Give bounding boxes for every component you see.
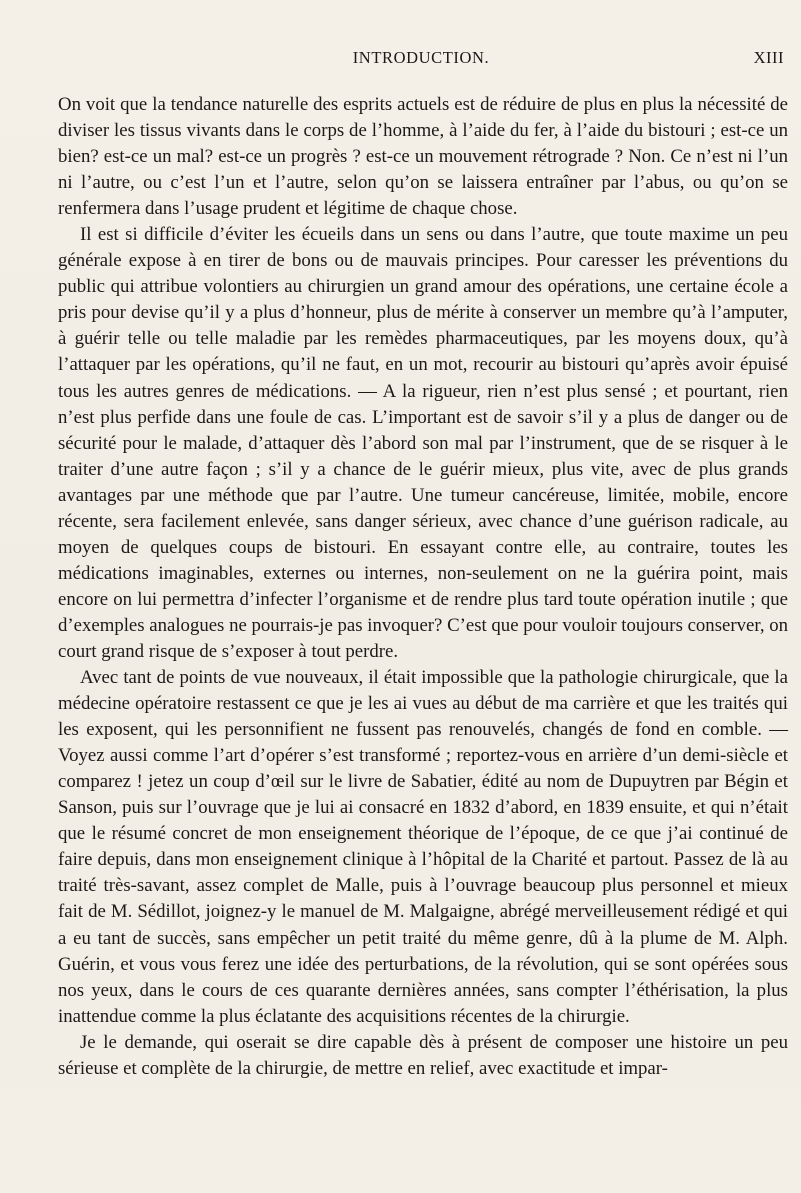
paragraph: Je le demande, qui oserait se dire capable dès à présent de composer une histoire un peu sérieuse et complète de la chirurgie, de mettre en relief, avec exactitude et impar- <box>58 1031 788 1079</box>
paragraph: Il est si difficile d’éviter les écueils dans un sens ou dans l’autre, que toute maxime un peu générale expose à en tirer de bons ou de mauvais principes. Pour caresser les préventions du public qui attribue volontiers au chirurgien un grand amour des opérations, une certaine école a pris pour devise qu’il y a plus d’honneur, plus de mérite à conserver un membre qu’à l’amputer, à guérir telle ou telle maladie par les remèdes pharmaceutiques, par les moyens doux, qu’à l’attaquer par les opérations, qu’il ne faut, en un mot, recourir au bistouri qu’après avoir épuisé tous les autres genres de médications. — A la rigueur, rien n’est plus sensé ; et pourtant, rien n’est plus perfide dans une foule de cas. L’important est de savoir s’il y a plus de danger ou de sécurité pour le malade, d’attaquer dès l’abord son mal par l’instrument, que de se risquer à le traiter d’une autre façon ; s’il y a chance de le guérir mieux, plus vite, avec de plus grands avantages par une méthode que par l’autre. Une tumeur cancéreuse, limitée, mobile, encore récente, sera facilement enlevée, sans danger sérieux, avec chance d’une guérison radicale, au moyen de quelques coups de bistouri. En essayant contre elle, au contraire, toutes les médications imaginables, externes ou internes, non-seulement on ne la guérira point, mais encore on lui permettra d’infecter l’organisme et de rendre plus tard toute opération inutile ; que d’exemples analogues ne pourrais-je pas invoquer? C’est que pour vouloir toujours conserver, on court grand risque de s’exposer à tout perdre. <box>58 224 788 662</box>
body-text <box>58 92 788 1082</box>
paragraph: On voit que la tendance naturelle des esprits actuels est de réduire de plus en plus la nécessité de diviser les tissus vivants dans le corps de l’homme, à l’aide du fer, à l’aide du bistouri ; est-ce un bien? est-ce un mal? est-ce un progrès ? est-ce un mouvement rétrograde ? Non. Ce n’est ni l’un ni l’autre, ou c’est l’un et l’autre, selon qu’on se laissera entraîner par l’abus, ou qu’on se renfermera dans l’usage prudent et légitime de chaque chose. <box>58 94 788 220</box>
paragraph: Avec tant de points de vue nouveaux, il était impossible que la pathologie chirurgicale, que la médecine opératoire restassent ce que je les ai vues au début de ma carrière et que les traités qui les exposent, qui les personnifient ne fussent pas renouvelés, changés de fond en comble. — Voyez aussi comme l’art d’opérer s’est transformé ; reportez-vous en arrière d’un demi-siècle et comparez ! jetez un coup d’œil sur le livre de Sabatier, édité au nom de Dupuytren par Bégin et Sanson, puis sur l’ouvrage que je lui ai consacré en 1832 d’abord, en 1839 ensuite, et qui n’était que le résumé concret de mon enseignement théorique de l’époque, de ce que j’ai continué de faire depuis, dans mon enseignement clinique à l’hôpital de la Charité et partout. Passez de là au traité très-savant, assez complet de Malle, puis à l’ouvrage beaucoup plus personnel et mieux fait de M. Sédillot, joignez-y le manuel de M. Malgaigne, abrégé merveilleusement rédigé et qui a eu tant de succès, sans empêcher un petit traité du même genre, dû à la plume de M. Alph. Guérin, et vous vous ferez une idée des perturbations, de la révolution, qui se sont opérées sous nos yeux, dans le cours de ces quarante dernières années, sans compter l’éthérisation, la plus inattendue comme la plus éclatante des acquisitions récentes de la chirurgie. <box>58 667 788 1027</box>
running-head <box>58 46 784 74</box>
running-title: INTRODUCTION. <box>352 48 490 67</box>
page-number: XIII <box>753 48 784 67</box>
